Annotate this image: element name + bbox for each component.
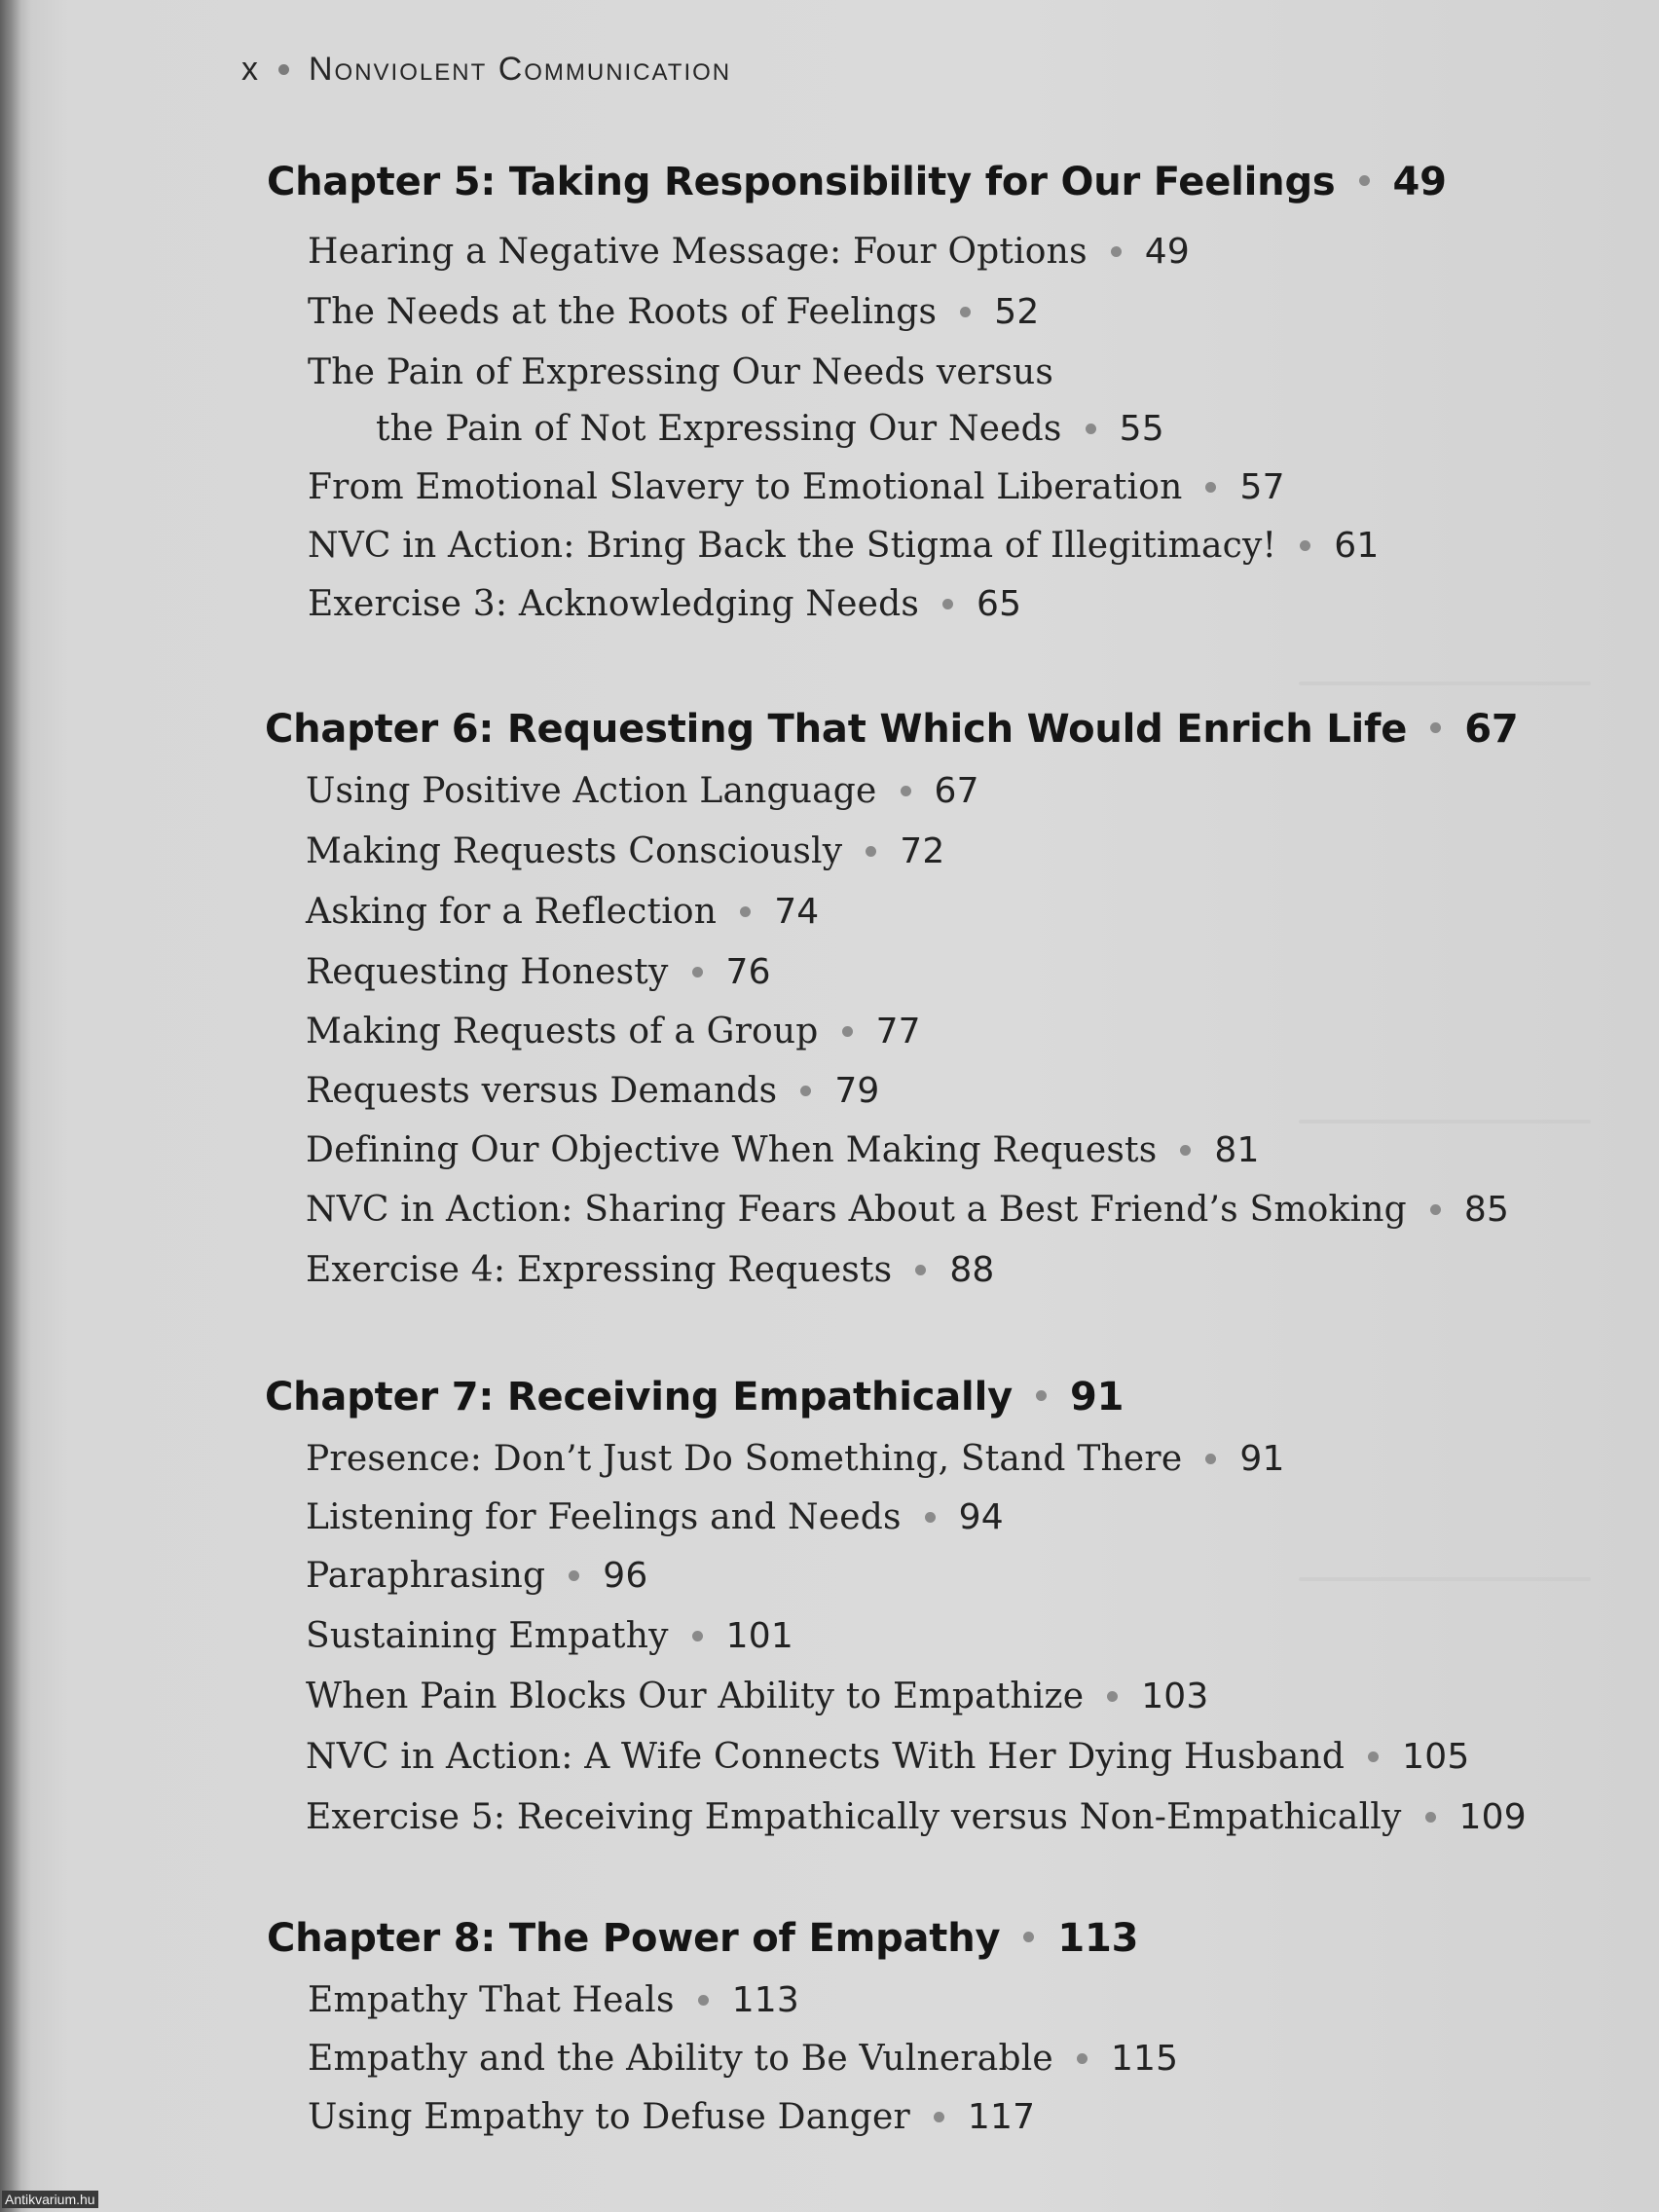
bullet-icon [1430, 1204, 1441, 1215]
toc-entry-title: Making Requests Consciously [306, 831, 843, 871]
toc-entry-title: Using Empathy to Defuse Danger [308, 2097, 910, 2137]
bullet-icon [1036, 1390, 1047, 1401]
toc-entry [308, 526, 1379, 566]
bullet-icon [901, 786, 911, 796]
toc-entry-page: 94 [958, 1497, 1004, 1537]
chapter-title: Chapter 7: Receiving Empathically [265, 1375, 1013, 1419]
bullet-icon [692, 967, 703, 977]
bullet-icon [1205, 1454, 1216, 1464]
toc-entry-title: Paraphrasing [306, 1556, 546, 1596]
toc-entry-page: 55 [1119, 409, 1164, 449]
toc-entry [308, 2097, 1035, 2137]
chapter-heading [265, 707, 1518, 752]
chapter-page-number: 91 [1069, 1375, 1124, 1419]
toc-entry [306, 1737, 1469, 1777]
chapter-title: Chapter 6: Requesting That Which Would Enrich Life [265, 707, 1408, 752]
toc-entry [308, 292, 1039, 332]
toc-entry [306, 1797, 1527, 1837]
toc-entry-page: 81 [1214, 1130, 1260, 1170]
toc-entry-page: 85 [1463, 1190, 1510, 1230]
bullet-icon [1368, 1751, 1379, 1762]
bullet-icon [1300, 540, 1310, 551]
toc-entry [306, 1130, 1260, 1170]
toc-entry-page: 52 [994, 292, 1040, 332]
bullet-icon [1180, 1145, 1191, 1156]
toc-entry-page: 57 [1239, 467, 1285, 507]
toc-entry-title: Asking for a Reflection [306, 892, 718, 932]
running-header [241, 51, 731, 89]
toc-entry-title: Exercise 5: Receiving Empathically versus Non-Empathically [306, 1797, 1402, 1837]
bullet-icon [1077, 2053, 1088, 2064]
toc-entry-title: The Needs at the Roots of Feelings [308, 292, 938, 332]
bullet-icon [1430, 722, 1441, 733]
bullet-icon [1205, 482, 1216, 493]
toc-entry-title: Presence: Don’t Just Do Something, Stand There [306, 1439, 1183, 1479]
toc-entry-page: 88 [949, 1250, 995, 1290]
toc-entry [306, 771, 979, 811]
bullet-icon [1107, 1691, 1118, 1702]
toc-entry-page: 61 [1334, 526, 1380, 566]
bullet-icon [278, 64, 289, 75]
toc-entry-page: 67 [934, 771, 979, 811]
bullet-icon [842, 1026, 853, 1037]
bullet-icon [692, 1631, 703, 1641]
toc-entry [306, 1071, 880, 1111]
toc-entry [306, 831, 945, 871]
toc-entry-page: 103 [1141, 1677, 1209, 1716]
toc-entry [306, 1439, 1285, 1479]
toc-entry-page: 101 [725, 1616, 793, 1656]
show-through-line [1299, 1577, 1591, 1581]
toc-entry [306, 1556, 647, 1596]
toc-entry [308, 467, 1285, 507]
toc-entry-page: 109 [1458, 1797, 1527, 1837]
header-page-number: x [241, 51, 259, 88]
show-through-line [1299, 1120, 1591, 1124]
bullet-icon [740, 906, 751, 917]
toc-entry [306, 1616, 793, 1656]
toc-entry-page: 117 [967, 2097, 1036, 2137]
toc-entry-title: Making Requests of a Group [306, 1012, 819, 1051]
toc-entry-page: 72 [900, 831, 945, 871]
toc-entry [306, 1250, 995, 1290]
toc-entry-page: 77 [875, 1012, 921, 1051]
chapter-page-number: 49 [1392, 160, 1447, 204]
toc-entry [308, 1980, 799, 2020]
chapter-page-number: 113 [1057, 1916, 1139, 1961]
chapter-heading [267, 160, 1447, 204]
toc-entry-title: The Pain of Expressing Our Needs versus [308, 352, 1054, 392]
toc-entry-title: Empathy That Heals [308, 1980, 675, 2020]
toc-entry-title: Empathy and the Ability to Be Vulnerable [308, 2039, 1053, 2079]
watermark: Antikvarium.hu [2, 2191, 98, 2208]
toc-entry-title: Listening for Feelings and Needs [306, 1497, 902, 1537]
toc-entry-continued [376, 409, 1164, 449]
toc-entry-title: Hearing a Negative Message: Four Options [308, 232, 1088, 272]
toc-entry-title: NVC in Action: A Wife Connects With Her Dying Husband [306, 1737, 1346, 1777]
chapter-title: Chapter 8: The Power of Empathy [267, 1916, 1001, 1961]
toc-entry-title: NVC in Action: Bring Back the Stigma of Illegitimacy! [308, 526, 1277, 566]
header-book-title: Nonviolent Communication [309, 51, 732, 88]
bullet-icon [569, 1570, 579, 1581]
bullet-icon [1359, 175, 1370, 186]
bullet-icon [1111, 246, 1122, 257]
toc-entry [306, 892, 819, 932]
toc-entry [308, 352, 1053, 392]
toc-entry-page: 91 [1239, 1439, 1285, 1479]
chapter-page-number: 67 [1464, 707, 1519, 752]
bullet-icon [866, 846, 876, 857]
toc-entry [306, 1497, 1004, 1537]
chapter-heading [267, 1916, 1138, 1961]
toc-entry-page: 76 [725, 952, 771, 992]
toc-entry-title: Using Positive Action Language [306, 771, 877, 811]
bullet-icon [1425, 1812, 1436, 1823]
bullet-icon [942, 599, 953, 609]
toc-entry-title: the Pain of Not Expressing Our Needs [376, 409, 1062, 449]
toc-entry [308, 2039, 1178, 2079]
toc-entry-page: 49 [1144, 232, 1190, 272]
toc-entry-page: 113 [731, 1980, 800, 2020]
toc-entry [306, 1677, 1209, 1716]
bullet-icon [1023, 1932, 1034, 1942]
toc-entry [306, 1012, 921, 1051]
toc-entry-title: When Pain Blocks Our Ability to Empathize [306, 1677, 1085, 1716]
toc-entry-title: Defining Our Objective When Making Requests [306, 1130, 1158, 1170]
chapter-heading [265, 1375, 1124, 1419]
toc-entry-page: 65 [977, 584, 1022, 624]
toc-entry-title: Requesting Honesty [306, 952, 669, 992]
toc-entry [308, 232, 1190, 272]
toc-entry-title: NVC in Action: Sharing Fears About a Best Friend’s Smoking [306, 1190, 1407, 1230]
toc-entry-page: 96 [603, 1556, 648, 1596]
bullet-icon [698, 1995, 709, 2006]
toc-entry-page: 105 [1402, 1737, 1470, 1777]
toc-entry [306, 1190, 1509, 1230]
toc-entry [308, 584, 1021, 624]
toc-entry-title: Sustaining Empathy [306, 1616, 669, 1656]
bullet-icon [925, 1512, 936, 1523]
bullet-icon [934, 2112, 944, 2122]
toc-entry-page: 74 [774, 892, 820, 932]
bullet-icon [960, 307, 971, 317]
bullet-icon [1086, 424, 1096, 434]
toc-entry [306, 952, 771, 992]
bullet-icon [800, 1086, 811, 1096]
toc-entry-page: 115 [1110, 2039, 1179, 2079]
show-through-line [1299, 682, 1591, 685]
chapter-title: Chapter 5: Taking Responsibility for Our Feelings [267, 160, 1336, 204]
toc-entry-title: Exercise 3: Acknowledging Needs [308, 584, 920, 624]
toc-entry-page: 79 [834, 1071, 880, 1111]
toc-entry-title: From Emotional Slavery to Emotional Liberation [308, 467, 1183, 507]
bullet-icon [915, 1265, 926, 1275]
toc-entry-title: Exercise 4: Expressing Requests [306, 1250, 893, 1290]
toc-entry-title: Requests versus Demands [306, 1071, 778, 1111]
